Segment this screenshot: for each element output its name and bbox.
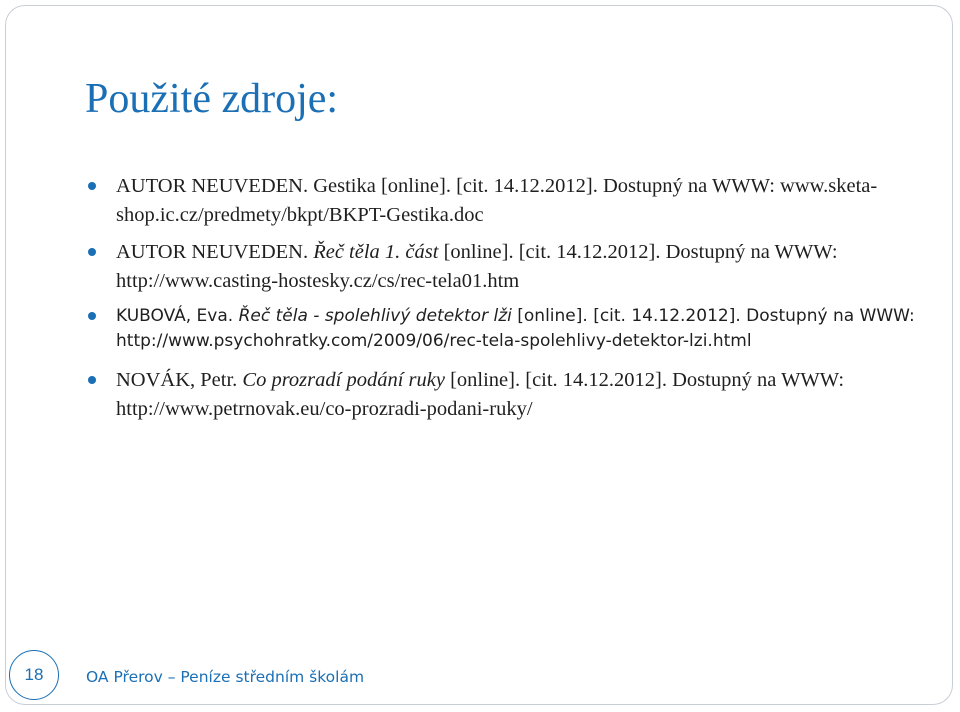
reference-text-tail: [online]. [cit. 14.12.2012]. Dostupný na WWW: http://www.petrnovak.eu/co-prozradi-podani-ruky/ [116, 369, 845, 420]
reference-title: Řeč těla 1. část [313, 241, 439, 263]
reference-list [86, 172, 916, 432]
reference-text: AUTOR NEUVEDEN. Gestika [online]. [cit. 14.12.2012]. Dostupný na WWW: www.sketa-shop.ic.cz/predmety/bkpt/BKPT-Gestika.doc [116, 175, 878, 226]
reference-item [86, 366, 916, 424]
slide-title: Použité zdroje: [85, 76, 339, 122]
reference-item [86, 238, 916, 296]
reference-text-tail: [online]. [cit. 14.12.2012]. Dostupný na WWW: http://www.psychohratky.com/2009/06/rec-tela-spolehlivy-detektor-lzi.html [116, 306, 915, 351]
bullet-icon [88, 182, 96, 190]
bullet-icon [88, 248, 96, 256]
reference-item [86, 172, 916, 230]
page-number: 18 [9, 650, 59, 700]
reference-text-tail: [online]. [cit. 14.12.2012]. Dostupný na WWW: http://www.casting-hostesky.cz/cs/rec-tela01.htm [116, 241, 838, 292]
footer-text: OA Přerov – Peníze středním školám [86, 668, 365, 686]
reference-title: Co prozradí podání ruky [242, 369, 445, 391]
slide-footer [0, 644, 960, 712]
bullet-icon [88, 312, 96, 320]
bullet-icon [88, 376, 96, 384]
reference-title: Řeč těla - spolehlivý detektor lži [238, 306, 512, 326]
reference-text: NOVÁK, Petr. [116, 369, 243, 391]
reference-text: AUTOR NEUVEDEN. [116, 241, 314, 263]
reference-item [86, 304, 916, 354]
reference-text: KUBOVÁ, Eva. [116, 306, 239, 326]
